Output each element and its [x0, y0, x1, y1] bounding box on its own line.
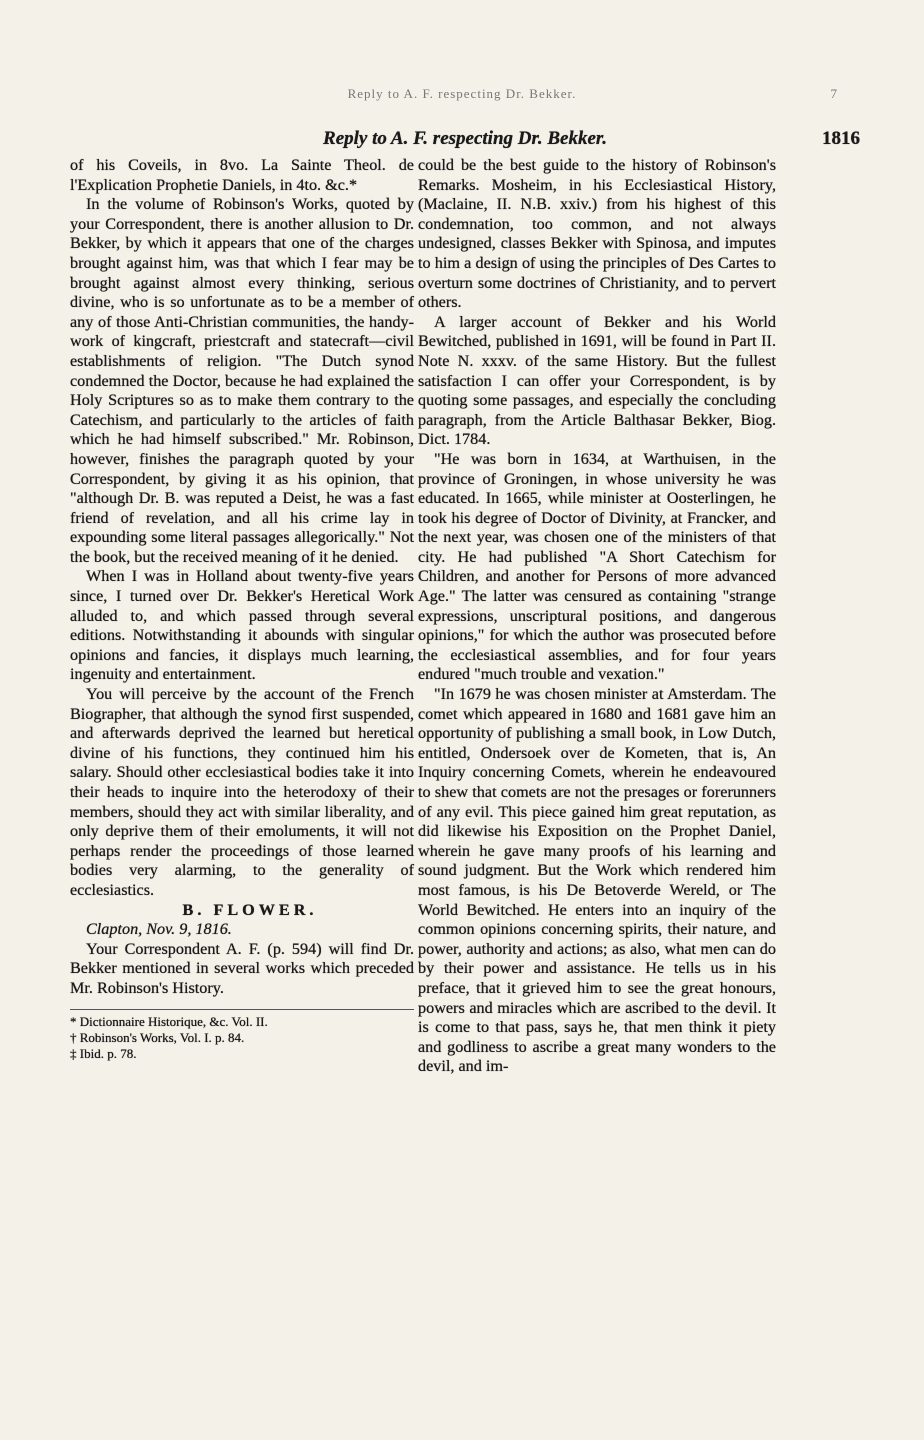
right-paragraph-4: "In 1679 he was chosen minister at Amsterdam. The comet which appeared in 1680 and 1681 gave him an opportunity of publishing a small book, in Low Dutch, entitled, Ondersoek over de Kometen, that is, An Inquiry concerning Comets, wherein he endeavoured to shew that comets are not the presages or forerunners of any evil. This piece gained him great reputation, as did likewise his Exposition on the Prophet Daniel, wherein he gave many proofs of his learning and sound judgment. But the Work which rendered him most famous, is his De Betoverde Wereld, or The World Bewitched. He enters into an inquiry of the common opinions concerning spirits, their nature, and power, authority and actions; as also, what men can do by their power and assistance. He tells us in his preface, that it grieved him to see the great honours, powers and miracles which are ascribed to the devil. It is come to that pass, says he, that men think it piety and godliness to ascribe a great many wonders to the devil, and im- [418, 685, 776, 1076]
left-column [70, 156, 414, 1062]
left-paragraph-2: In the volume of Robinson's Works, quoted by your Correspondent, there is another allusion to Dr. Bekker, by which it appears that one of the charges brought against him, was that which I fear may be brought against almost every thinking, serious divine, who is so unfortunate as to be a member of any of those Anti-Christian communities, the handy-work of kingcraft, priestcraft and statecraft—civil establishments of religion. "The Dutch synod condemned the Doctor, because he had explained the Holy Scriptures so as to make them contrary to the Catechism, and particularly to the articles of faith which he had himself subscribed." Mr. Robinson, however, finishes the paragraph quoted by your Correspondent, by giving it as his opinion, that "although Dr. B. was reputed a Deist, he was a fast friend of revelation, and all his crime lay in expounding some literal passages allegorically." Not the book, but the received meaning of it he denied. [70, 195, 414, 566]
page-number: 7 [830, 86, 838, 101]
right-column [418, 156, 776, 1077]
page-year: 1816 [822, 128, 860, 149]
footnote: † Robinson's Works, Vol. I. p. 84. [70, 1029, 245, 1045]
left-paragraph-1: of his Coveils, in 8vo. La Sainte Theol. de l'Explication Prophetie Daniels, in 4to. &c.* [70, 156, 414, 194]
right-paragraph-1: could be the best guide to the history of Robinson's Remarks. Mosheim, in his Ecclesiastical History, (Maclaine, II. N.B. xxiv.) from his highest of this condemnation, too common, and not always undesigned, classes Bekker with Spinosa, and imputes to him a design of using the principles of Des Cartes to overturn some doctrines of Christianity, and to pervert others. [418, 156, 776, 312]
signature: B. FLOWER. [182, 900, 318, 919]
page-title: Reply to A. F. respecting Dr. Bekker. [323, 128, 607, 149]
footnotes [70, 1009, 414, 1062]
running-head-text: Reply to A. F. respecting Dr. Bekker. [347, 86, 577, 101]
left-paragraph-5: Your Correspondent A. F. (p. 594) will find Dr. Bekker mentioned in several works which preceded Mr. Robinson's History. [70, 939, 414, 997]
right-paragraph-3: "He was born in 1634, at Warthuisen, in the province of Groningen, in whose university he was educated. In 1665, while minister at Oosterlingen, he took his degree of Doctor of Divinity, at Francker, and the next year, was chosen one of the ministers of that city. He had published "A Short Catechism for Children, and another for Persons of more advanced Age." The latter was censured as containing "strange expressions, unscriptural positions, and dangerous opinions," for which the author was prosecuted before the ecclesiastical assemblies, and for four years endured "much trouble and vexation." [418, 449, 776, 684]
right-paragraph-2: A larger account of Bekker and his World Bewitched, published in 1691, will be found in Part II. Note N. xxxv. of the same History. But the fullest satisfaction I can offer your Correspondent, is by quoting some passages, and especially the concluding paragraph, from the Article Balthasar Bekker, Biog. Dict. 1784. [418, 312, 776, 449]
dateline: Clapton, Nov. 9, 1816. [86, 920, 232, 939]
footnote: * Dictionnaire Historique, &c. Vol. II. [70, 1013, 268, 1029]
footnote: ‡ Ibid. p. 78. [70, 1045, 137, 1061]
running-head [0, 86, 924, 106]
left-paragraph-4: You will perceive by the account of the French Biographer, that although the synod first suspended, and afterwards deprived the learned but heretical divine of his functions, they continued him his salary. Should other ecclesiastical bodies take it into their heads to inquire into the heterodoxy of their members, should they act with similar liberality, and only deprive them of their emoluments, it will not perhaps render the proceedings of those learned bodies very alarming, to the generality of ecclesiastics. [70, 685, 414, 899]
left-paragraph-3: When I was in Holland about twenty-five years since, I turned over Dr. Bekker's Heretical Work alluded to, and which passed through several editions. Notwithstanding it abounds with singular opinions and fancies, it displays much learning, ingenuity and entertainment. [70, 567, 414, 684]
page-header [70, 128, 860, 152]
